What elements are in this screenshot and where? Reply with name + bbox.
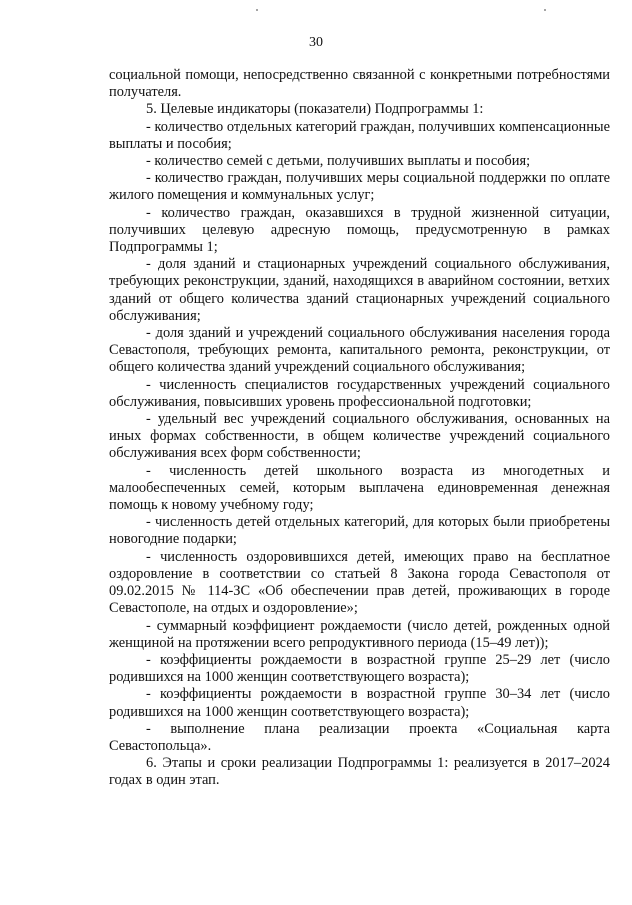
page-number: 30 bbox=[309, 35, 323, 50]
section-heading-stages-and-terms: 6. Этапы и сроки реализации Подпрограммы 1: реализуется в 2017–2024 годах в один этап. bbox=[109, 755, 610, 789]
list-item: - коэффициенты рождаемости в возрастной группе 25–29 лет (число родившихся на 1000 женщин соответствующего возраста); bbox=[109, 651, 610, 686]
list-item: - численность детей отдельных категорий, для которых были приобретены новогодние подарки; bbox=[109, 514, 610, 548]
list-item: - доля зданий и стационарных учреждений социального обслуживания, требующих реконструкции, зданий, находящихся в аварийном состоянии, ветхих зданий от общего количества зданий стационарных учреждений социального обслуживания; bbox=[109, 256, 610, 324]
section-heading-target-indicators: 5. Целевые индикаторы (показатели) Подпрограммы 1: bbox=[146, 101, 484, 118]
list-item: - количество граждан, получивших меры социальной поддержки по оплате жилого помещения и коммунальных услуг; bbox=[109, 170, 610, 204]
list-item: - доля зданий и учреждений социального обслуживания населения города Севастополя, требующих ремонта, капитального ремонта, реконструкции, от общего количества зданий учреждений социального обслуживания; bbox=[109, 325, 610, 376]
list-item: - численность специалистов государственных учреждений социального обслуживания, повысивших уровень профессиональной подготовки; bbox=[109, 376, 610, 410]
list-item: - численность детей школьного возраста из многодетных и малообеспеченных семей, которым выплачена единовременная денежная помощь к новому учебному году; bbox=[109, 462, 610, 514]
list-item: - численность оздоровившихся детей, имеющих право на бесплатное оздоровление в соответствии со статьей 8 Закона города Севастополя от 09.02.2015 № 114-ЗС «Об обеспечении прав детей, проживающих в городе Севастополе, на отдых и оздоровление»; bbox=[109, 548, 610, 617]
list-item: - количество граждан, оказавшихся в трудной жизненной ситуации, получивших целевую адресную помощь, предусмотренную в рамках Подпрограммы 1; bbox=[109, 204, 610, 256]
scan-artifact bbox=[256, 9, 258, 11]
list-item: - выполнение плана реализации проекта «Социальная карта Севастопольца». bbox=[109, 720, 610, 754]
list-item: - коэффициенты рождаемости в возрастной группе 30–34 лет (число родившихся на 1000 женщин соответствующего возраста); bbox=[109, 686, 610, 720]
list-item: - количество семей с детьми, получивших выплаты и пособия; bbox=[146, 153, 531, 170]
list-item: - суммарный коэффициент рождаемости (число детей, рожденных одной женщиной на протяжении всего репродуктивного периода (15–49 лет)); bbox=[109, 617, 610, 651]
paragraph-continuation: социальной помощи, непосредственно связанной с конкретными потребностями получателя. bbox=[109, 67, 610, 101]
scan-artifact bbox=[544, 9, 546, 11]
document-body bbox=[109, 67, 610, 790]
list-item: - удельный вес учреждений социального обслуживания, основанных на иных формах собственности, в общем количестве учреждений социального обслуживания всех форм собственности; bbox=[109, 411, 610, 462]
list-item: - количество отдельных категорий граждан, получивших компенсационные выплаты и пособия; bbox=[109, 118, 610, 152]
